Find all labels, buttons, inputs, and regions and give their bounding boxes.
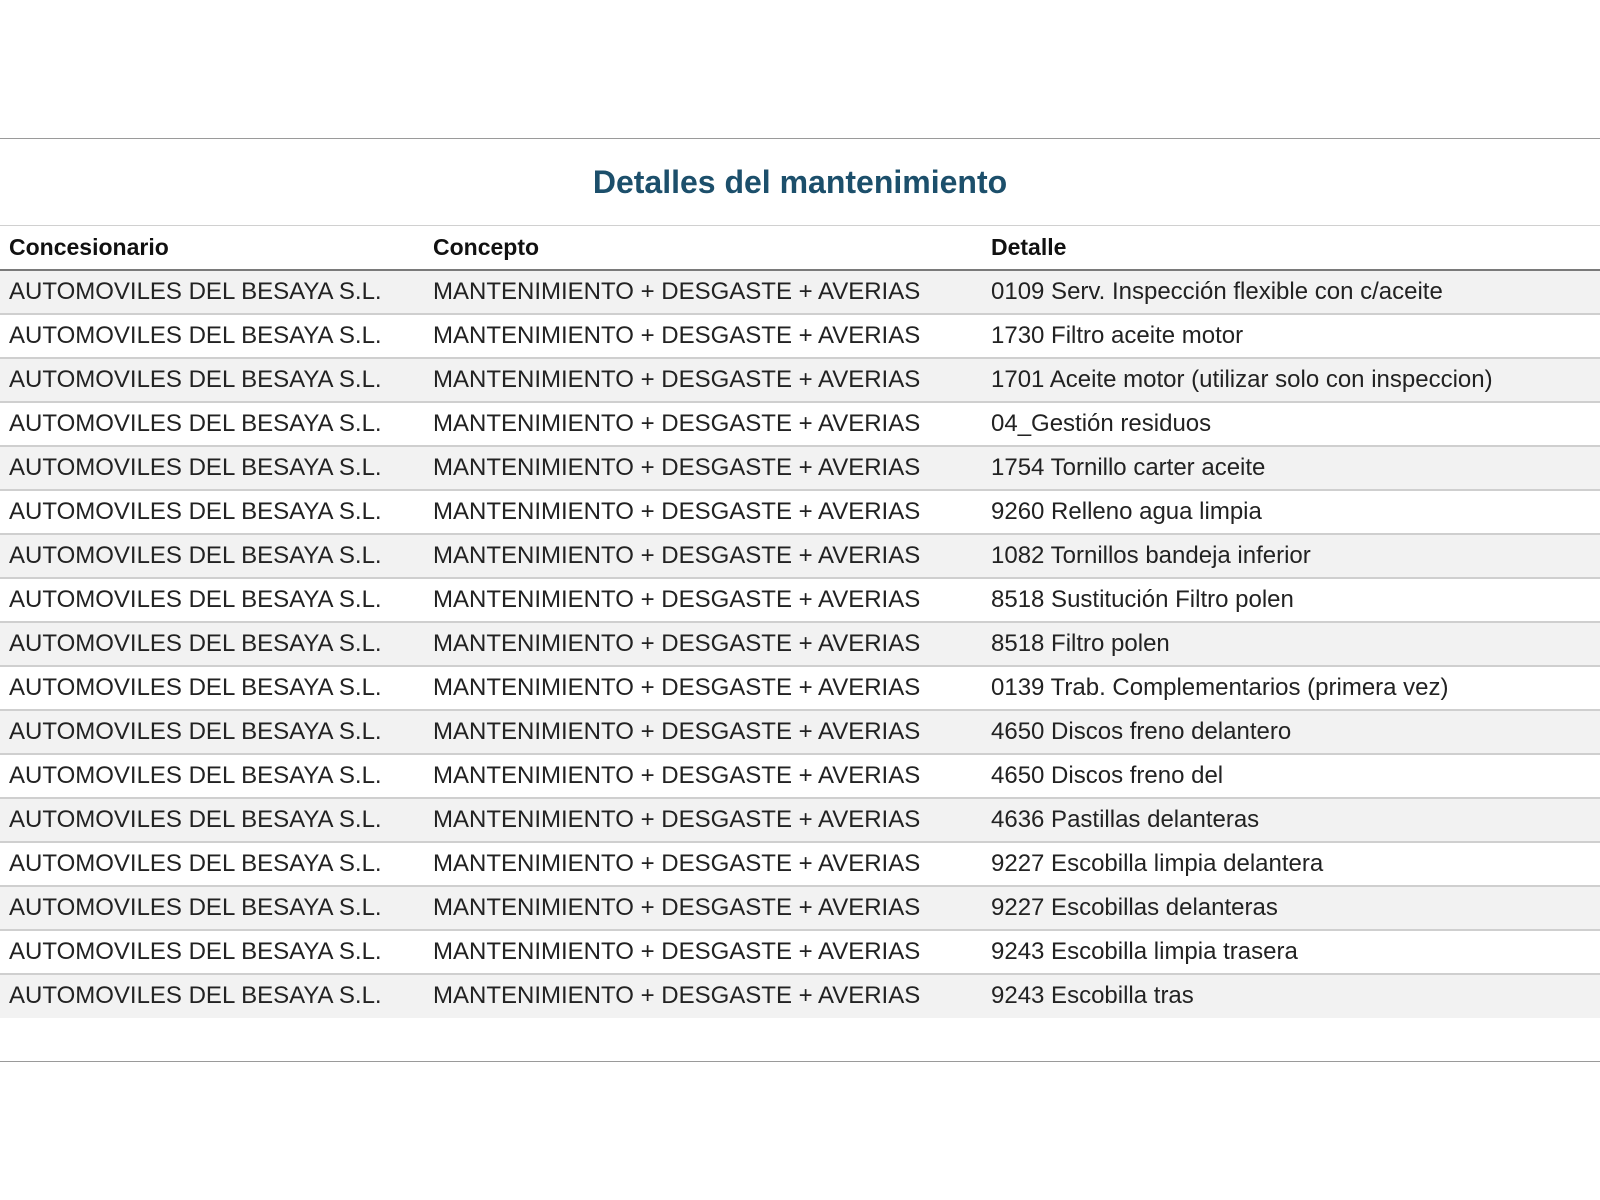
cell-detalle: 9243 Escobilla tras [982,974,1600,1018]
cell-concepto: MANTENIMIENTO + DESGASTE + AVERIAS [424,314,982,358]
cell-concesionario: AUTOMOVILES DEL BESAYA S.L. [0,842,424,886]
cell-concepto: MANTENIMIENTO + DESGASTE + AVERIAS [424,622,982,666]
table-row [0,842,1600,886]
cell-concepto: MANTENIMIENTO + DESGASTE + AVERIAS [424,578,982,622]
table-row [0,754,1600,798]
table-row [0,622,1600,666]
table-row [0,314,1600,358]
cell-concesionario: AUTOMOVILES DEL BESAYA S.L. [0,490,424,534]
column-header-concepto: Concepto [424,226,982,270]
cell-concesionario: AUTOMOVILES DEL BESAYA S.L. [0,886,424,930]
cell-concesionario: AUTOMOVILES DEL BESAYA S.L. [0,754,424,798]
cell-detalle: 9260 Relleno agua limpia [982,490,1600,534]
table-row [0,578,1600,622]
table-row [0,710,1600,754]
cell-detalle: 9227 Escobilla limpia delantera [982,842,1600,886]
cell-detalle: 8518 Sustitución Filtro polen [982,578,1600,622]
cell-concepto: MANTENIMIENTO + DESGASTE + AVERIAS [424,886,982,930]
cell-concesionario: AUTOMOVILES DEL BESAYA S.L. [0,930,424,974]
table-row [0,534,1600,578]
table-row [0,930,1600,974]
cell-detalle: 9227 Escobillas delanteras [982,886,1600,930]
cell-concepto: MANTENIMIENTO + DESGASTE + AVERIAS [424,270,982,314]
table-body [0,270,1600,1018]
cell-detalle: 04_Gestión residuos [982,402,1600,446]
table-row [0,446,1600,490]
table-row [0,666,1600,710]
cell-detalle: 4650 Discos freno delantero [982,710,1600,754]
table-row [0,490,1600,534]
cell-detalle: 4650 Discos freno del [982,754,1600,798]
table-row [0,402,1600,446]
cell-concesionario: AUTOMOVILES DEL BESAYA S.L. [0,534,424,578]
cell-concepto: MANTENIMIENTO + DESGASTE + AVERIAS [424,754,982,798]
cell-detalle: 0139 Trab. Complementarios (primera vez) [982,666,1600,710]
cell-concepto: MANTENIMIENTO + DESGASTE + AVERIAS [424,710,982,754]
cell-concesionario: AUTOMOVILES DEL BESAYA S.L. [0,270,424,314]
cell-detalle: 1754 Tornillo carter aceite [982,446,1600,490]
cell-detalle: 9243 Escobilla limpia trasera [982,930,1600,974]
cell-concesionario: AUTOMOVILES DEL BESAYA S.L. [0,710,424,754]
cell-detalle: 8518 Filtro polen [982,622,1600,666]
table-row [0,358,1600,402]
cell-concesionario: AUTOMOVILES DEL BESAYA S.L. [0,314,424,358]
cell-concepto: MANTENIMIENTO + DESGASTE + AVERIAS [424,358,982,402]
cell-concepto: MANTENIMIENTO + DESGASTE + AVERIAS [424,666,982,710]
cell-detalle: 1082 Tornillos bandeja inferior [982,534,1600,578]
cell-concesionario: AUTOMOVILES DEL BESAYA S.L. [0,666,424,710]
panel-title: Detalles del mantenimiento [592,163,1008,200]
column-header-concesionario: Concesionario [0,226,424,270]
cell-concepto: MANTENIMIENTO + DESGASTE + AVERIAS [424,446,982,490]
cell-concepto: MANTENIMIENTO + DESGASTE + AVERIAS [424,534,982,578]
maintenance-details-panel [0,138,1600,1062]
cell-concepto: MANTENIMIENTO + DESGASTE + AVERIAS [424,842,982,886]
cell-concesionario: AUTOMOVILES DEL BESAYA S.L. [0,622,424,666]
table-header-row [0,226,1600,270]
cell-detalle: 0109 Serv. Inspección flexible con c/aceite [982,270,1600,314]
cell-concepto: MANTENIMIENTO + DESGASTE + AVERIAS [424,798,982,842]
cell-concesionario: AUTOMOVILES DEL BESAYA S.L. [0,798,424,842]
cell-concepto: MANTENIMIENTO + DESGASTE + AVERIAS [424,402,982,446]
table-row [0,886,1600,930]
table-row [0,974,1600,1018]
cell-concesionario: AUTOMOVILES DEL BESAYA S.L. [0,402,424,446]
table-row [0,798,1600,842]
cell-detalle: 1730 Filtro aceite motor [982,314,1600,358]
cell-concepto: MANTENIMIENTO + DESGASTE + AVERIAS [424,490,982,534]
cell-concepto: MANTENIMIENTO + DESGASTE + AVERIAS [424,930,982,974]
cell-concesionario: AUTOMOVILES DEL BESAYA S.L. [0,974,424,1018]
cell-detalle: 4636 Pastillas delanteras [982,798,1600,842]
cell-concepto: MANTENIMIENTO + DESGASTE + AVERIAS [424,974,982,1018]
cell-detalle: 1701 Aceite motor (utilizar solo con inspeccion) [982,358,1600,402]
cell-concesionario: AUTOMOVILES DEL BESAYA S.L. [0,358,424,402]
maintenance-table [0,225,1600,1018]
table-row [0,270,1600,314]
cell-concesionario: AUTOMOVILES DEL BESAYA S.L. [0,578,424,622]
cell-concesionario: AUTOMOVILES DEL BESAYA S.L. [0,446,424,490]
column-header-detalle: Detalle [982,226,1600,270]
